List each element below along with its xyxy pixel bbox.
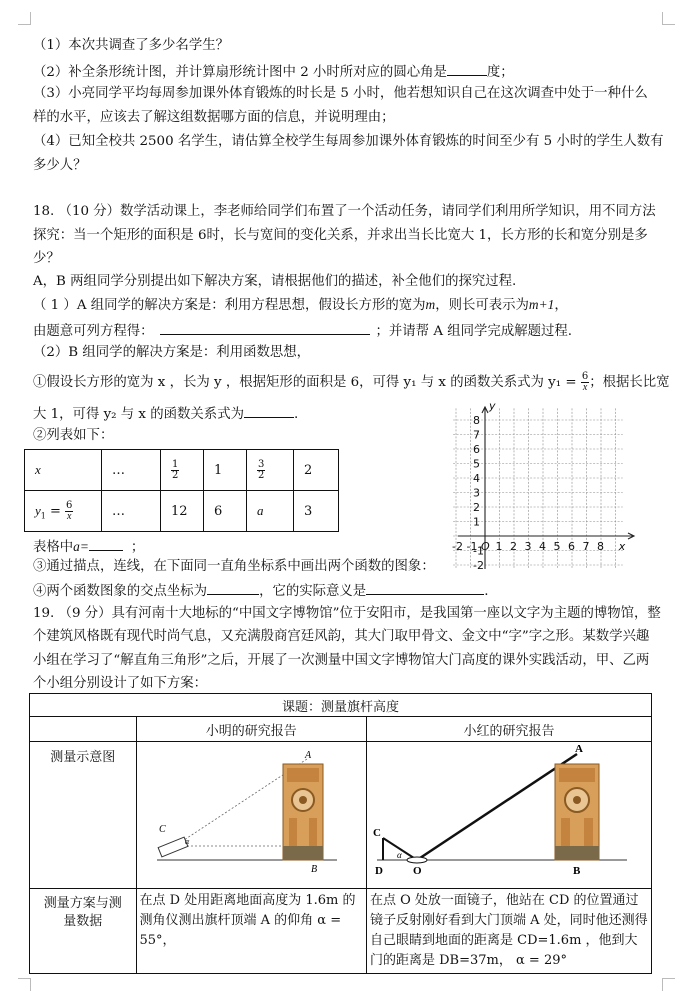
q19-line2: 个建筑风格既有现代时尚气息，又充满殷商宫廷风韵，其大门取甲骨文、金文中“字”字之形。某数学兴趣 — [33, 629, 650, 644]
y-tick-label: 2 — [473, 501, 480, 514]
x-tick-label: 6 — [568, 540, 575, 553]
q18-line7: （2）B 组同学的解决方案是：利用函数思想， — [33, 345, 311, 360]
x-tick-label: -2 — [452, 540, 463, 553]
corner-mark-br — [662, 978, 675, 991]
data-row — [30, 889, 652, 974]
fraction-6-over-x: $\frac{6}{x}$ — [581, 371, 589, 393]
report-table — [29, 693, 652, 974]
table-cell: 12 — [161, 491, 204, 532]
answer-blank[interactable] — [447, 61, 487, 76]
xiaohong-header: 小红的研究报告 — [367, 717, 652, 742]
x-tick-label: 8 — [597, 540, 604, 553]
museum-gate-illustration — [283, 764, 323, 860]
q18-line1: 18. （10 分）数学活动课上，李老师给同学们布置了一个活动任务，请同学们利用所学知识，用不同方法 — [33, 204, 656, 219]
y-tick-label: 3 — [473, 486, 480, 500]
report-title-row — [30, 694, 652, 717]
table-cell — [247, 450, 294, 491]
y-tick-label: 5 — [473, 457, 480, 471]
q17-part4-line2: 多少人？ — [33, 158, 87, 173]
q18-line5: （ 1 ）A 组同学的解决方案是：利用方程思想，假设长方形的宽为m，则长可表示为m+1， — [33, 297, 568, 313]
table-cell: … — [102, 491, 161, 532]
point-O-label: O — [413, 865, 422, 877]
xiaoming-method: 在点 D 处用距离地面高度为 1.6m 的测角仪测出旗杆顶端 A 的仰角 α = 55°， — [136, 889, 367, 974]
table-cell: $y_1$ = $\frac{6}{x}$ — [25, 491, 102, 532]
report-header-row — [30, 717, 652, 742]
x-tick-label: 4 — [539, 540, 546, 553]
x-tick-label: O — [481, 540, 490, 553]
fraction-three-halves: $\frac{3}{2}$ — [258, 458, 265, 481]
q17-part1: （1）本次共调查了多少名学生？ — [33, 38, 229, 53]
x-tick-label: -1 — [466, 540, 478, 553]
q19-line3: 小组在学习了“解直角三角形”之后，开展了一次测量中国文字博物馆大门高度的课外实践活动，甲、乙两 — [33, 653, 650, 668]
point-B-label: B — [310, 864, 317, 875]
point-A-label: A — [575, 743, 583, 755]
y-tick-label: 8 — [473, 414, 480, 427]
q17-part3-line1: （3）小亮同学平均每周参加课外体育锻炼的时长是 5 小时，他若想知识自己在这次调查中处于一种什么 — [33, 86, 648, 101]
q17-part4-line1: （4）已知全校共 2500 名学生，请估算全校学生每周参加课外体育锻炼的时间至少有 5 小时的学生人数有 — [33, 134, 664, 149]
q18-line12: ③通过描点，连线，在下面同一直角坐标系中画出两个函数的图象： — [33, 559, 435, 574]
xiaoming-header: 小明的研究报告 — [136, 717, 367, 742]
x-tick-label: 5 — [553, 540, 561, 553]
y-tick-label: y — [489, 399, 496, 413]
x-tick-label: 3 — [524, 540, 532, 553]
coordinate-grid — [452, 399, 642, 577]
y-tick-label: 1 — [473, 515, 480, 529]
q18-line11: 表格中a= ； — [33, 536, 434, 557]
y-tick-label: -1 — [473, 544, 484, 558]
q18-line8: ①假设长方形的宽为 x ，长为 y ，根据矩形的面积是 6，可得 y₁ 与 x 的函数关系式为 y₁ = $\frac{6}{x}$ ；根据长比宽 — [33, 371, 670, 393]
point-B-label: B — [573, 865, 581, 877]
point-C-label: C — [373, 827, 381, 839]
angle-alpha-label: α — [184, 837, 189, 846]
point-A-label: A — [304, 750, 311, 761]
corner-mark-tr — [662, 12, 675, 25]
y-tick-label: 4 — [473, 472, 480, 485]
table-cell: a — [247, 491, 294, 532]
meaning-blank[interactable] — [366, 580, 484, 595]
table-cell: 3 — [294, 491, 339, 532]
diagram-row-label: 测量示意图 — [30, 742, 137, 889]
q18-line10: ②列表如下： — [33, 428, 114, 443]
q18-line13: ④两个函数图象的交点坐标为 ，它的实际意义是 . — [33, 580, 660, 601]
y-tick-label: 7 — [473, 428, 480, 442]
a-blank[interactable] — [89, 536, 123, 551]
equation-blank[interactable] — [160, 320, 370, 335]
table-row-x — [25, 450, 339, 491]
x-tick-label: 1 — [495, 540, 503, 553]
xiaoming-diagram — [136, 742, 367, 889]
point-D-label: D — [375, 865, 383, 877]
q17-part3-line2: 样的水平，应该去了解这组数据哪方面的信息，并说明理由； — [33, 110, 395, 125]
q18-line3: 少？ — [33, 251, 60, 266]
x-tick-label: 7 — [582, 540, 590, 553]
xiaohong-diagram — [367, 742, 652, 889]
y-tick-label: 6 — [473, 443, 480, 456]
table-cell: 6 — [204, 491, 247, 532]
angle-alpha-label: α — [397, 850, 402, 860]
table-cell: 2 — [294, 450, 339, 491]
function-blank[interactable] — [244, 403, 294, 418]
fraction-half: $\frac{1}{2}$ — [172, 458, 179, 481]
x-tick-label: x — [618, 540, 626, 553]
table-row-y1 — [25, 491, 339, 532]
table-cell — [161, 450, 204, 491]
table-cell: 1 — [204, 450, 247, 491]
q19-line4: 个小组分别设计了如下方案： — [33, 676, 208, 691]
xiaohong-method: 在点 O 处放一面镜子，他站在 CD 的位置通过镜子反射刚好看到大门顶端 A 处，同时他还测得自己眼睛到地面的距离是 CD=1.6m ，他到大门的距离是 DB=37m， α = 29° — [367, 889, 652, 974]
x-tick-label: 2 — [510, 540, 517, 553]
q18-line6: 由题意可列方程得： ；并请帮 A 组同学完成解题过程. — [33, 320, 660, 341]
table-cell — [30, 717, 137, 742]
table-cell: x — [25, 450, 102, 491]
y-tick-label: -2 — [473, 559, 484, 572]
q18-line2: 探究：当一个矩形的面积是 6时，长与宽间的变化关系，并求出当长比宽大 1，长方形的长和宽分别是多 — [33, 228, 648, 243]
q18-line9: 大 1，可得 y₂ 与 x 的函数关系式为 . — [33, 403, 434, 424]
q19-line1: 19. （9 分）具有河南十大地标的“中国文字博物馆”位于安阳市，是我国第一座以文字为主题的博物馆，整 — [33, 606, 661, 621]
q17-part2: （2）补全条形统计图，并计算扇形统计图中 2 小时所对应的圆心角是 度； — [33, 61, 660, 82]
q18-line4: A，B 两组同学分别提出如下解决方案，请根据他们的描述，补全他们的探究过程. — [33, 274, 517, 289]
value-table — [24, 449, 339, 532]
intersection-blank[interactable] — [207, 580, 259, 595]
report-title: 课题：测量旗杆高度 — [30, 694, 652, 717]
corner-mark-tl — [18, 12, 31, 25]
diagram-row — [30, 742, 652, 889]
data-row-label: 测量方案与测量数据 — [30, 889, 137, 974]
corner-mark-bl — [18, 978, 31, 991]
table-cell: … — [102, 450, 161, 491]
point-C-label: C — [158, 824, 166, 835]
museum-gate-illustration — [555, 764, 599, 860]
